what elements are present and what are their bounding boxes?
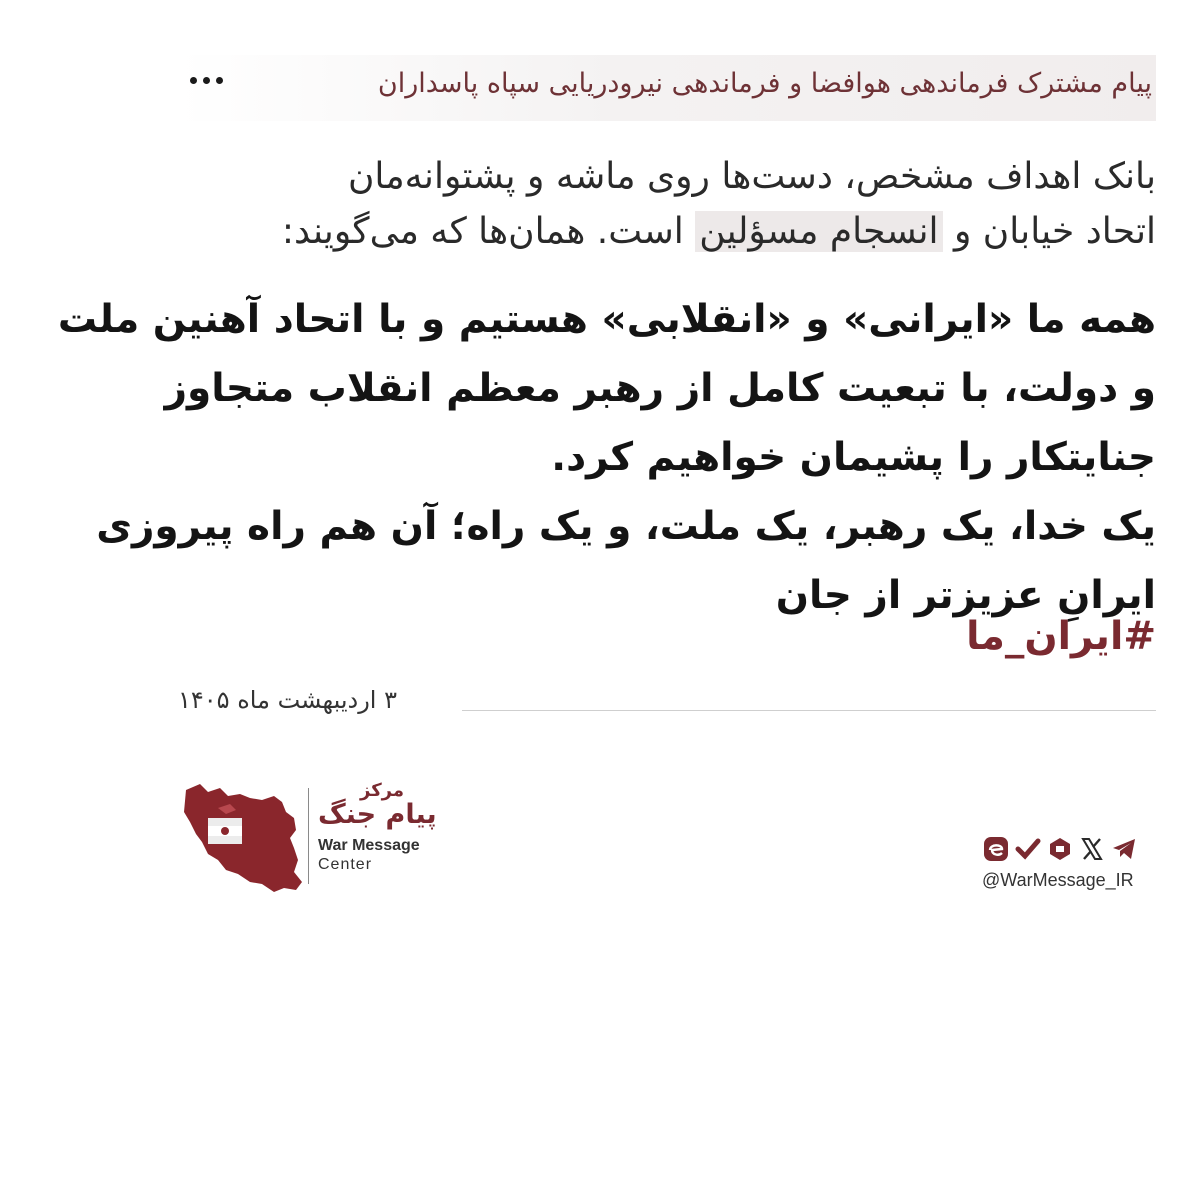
social-handle[interactable]: @WarMessage_IR: [982, 870, 1134, 890]
header-title: پیام مشترک فرماندهی هوافضا و فرماندهی نیرودریایی سپاه پاسداران: [377, 68, 1152, 99]
date-divider: [462, 710, 1156, 711]
iran-map-logo-icon: [178, 778, 313, 898]
eitaa-icon[interactable]: [983, 836, 1009, 862]
brand-big-label: پیام جنگ: [318, 799, 437, 830]
brand-small-label: مرکز: [360, 780, 405, 801]
bold-line-1: همه ما «ایرانی» و «انقلابی» هستیم و با اتحاد آهنین ملت: [57, 297, 1156, 342]
brand-en-line-1: War Message: [318, 837, 420, 854]
bold-line-3: جنایتکار را پشیمان خواهیم کرد.: [551, 435, 1156, 481]
brand-en-line-2: Center: [318, 856, 373, 873]
telegram-icon[interactable]: [1111, 836, 1137, 862]
highlighted-phrase: انسجام مسؤلین: [695, 211, 942, 252]
bold-line-4: یک خدا، یک رهبر، یک ملت، و یک راه؛ آن هم راه پیروزی: [96, 504, 1156, 550]
rubika-icon[interactable]: [1047, 836, 1073, 862]
brand-text: [318, 780, 458, 874]
hashtag-link[interactable]: #ایران_ما: [966, 614, 1156, 659]
message-intro: [171, 150, 1156, 259]
message-line-2: اتحاد خیابان و انسجام مسؤلین است. همان‌ها که می‌گویند:: [281, 210, 1156, 252]
post-date: ۳ اردیبهشت ماه ۱۴۰۵: [178, 686, 397, 714]
social-icons: [983, 834, 1137, 864]
bold-line-2: و دولت، با تبعیت کامل از رهبر معظم انقلاب متجاوز: [164, 366, 1156, 412]
x-icon[interactable]: [1079, 836, 1105, 862]
check-icon[interactable]: [1015, 836, 1041, 862]
more-options-icon[interactable]: [190, 70, 240, 90]
message-line-1: بانک اهداف مشخص، دست‌ها روی ماشه و پشتوانه‌مان: [347, 156, 1156, 197]
bold-line-5: ایرانِ عزیزتر از جان: [775, 573, 1156, 619]
logo-divider: [308, 788, 309, 884]
message-bold: [57, 285, 1156, 630]
